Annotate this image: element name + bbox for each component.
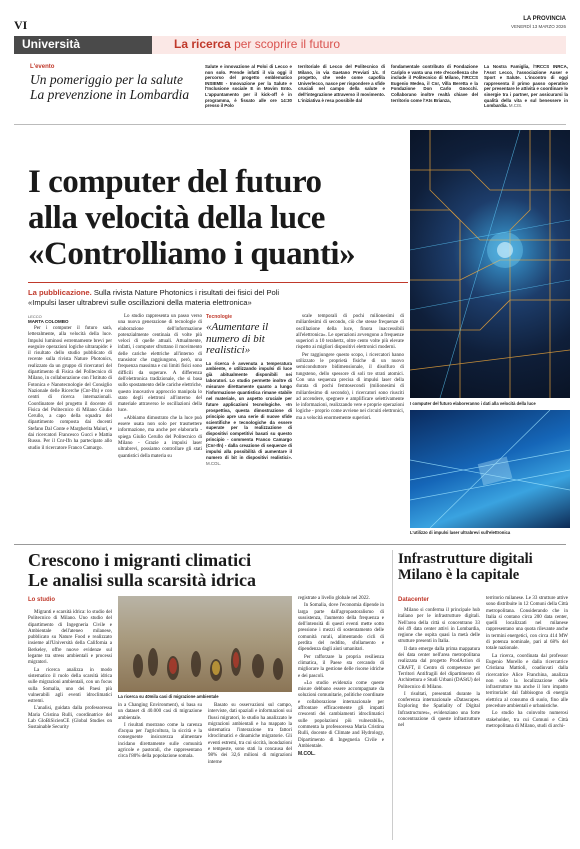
subhead-quote: «Impulsi laser ultrabrevi sulle oscillazioni della materia elettronica» bbox=[28, 298, 252, 307]
laser-chip-graphic bbox=[410, 410, 570, 528]
subhead-rule bbox=[28, 282, 408, 283]
migranti-col-2-para-1: in a Changing Environment), si basa su un dataset di 40.000 casi di migrazione ambientale. bbox=[118, 703, 202, 721]
migranti-col-2-para-2: I risultati mostrano come la carenza d'acqua per l'agricoltura, la siccità e la conseguente insicurezza alimentare incidano direttamente sulle comunità agricole e pastorali, che rappresentano circa l'80% della popolazione somala. bbox=[118, 722, 202, 760]
evento-headline bbox=[30, 72, 200, 102]
infra-col-1-para-2: Il dato emerge dalla prima mappatura dei data center nell'area metropolitana realizzata dal progetto ProdAction di CRAFT, il Centro di competenze per Territori Antifragili del dipartimento di Architettura e Studi Urbani (DAStU) del Politecnico di Milano. bbox=[398, 646, 480, 690]
dateline: LECCO bbox=[28, 314, 42, 319]
issue-date: VENERDÌ 13 MARZO 2026 bbox=[510, 24, 566, 29]
circuit-lines-graphic bbox=[410, 130, 570, 398]
evento-divider bbox=[14, 124, 566, 125]
sidebar-kicker: Tecnologie bbox=[206, 314, 233, 320]
migranti-col-4 bbox=[298, 596, 384, 758]
sidebar-signature: M.COL. bbox=[206, 460, 222, 466]
subhead-label: La pubblicazione. bbox=[28, 288, 92, 297]
sidebar-text bbox=[206, 361, 292, 467]
laser-photo-caption: L'utilizzo di impulsi laser ultrabrevi sull'elettronica bbox=[410, 530, 511, 535]
infra-col-2-para-3: Lo studio ha coinvolto numerosi stakeholder, tra cui Comuni e Città metropolitana di Milano, studi di archi- bbox=[486, 711, 568, 729]
migranti-col-4-para-2: In Somalia, dove l'economia dipende in larga parte dall'agropastoralismo di sussistenza, l'aumento della frequenza e dell'intensità di questi eventi mette sotto pressione i mezzi di sostentamento delle comunità rurali, alimentando cicli di perdita del reddito, sfollamento e dipendenza dagli aiuti umanitari. bbox=[298, 603, 384, 653]
section-band bbox=[14, 36, 566, 54]
migranti-headline bbox=[28, 551, 408, 590]
sidebar-quote: «Aumentare il numero di bit realistici» bbox=[206, 321, 269, 356]
main-col-4 bbox=[296, 314, 404, 423]
migranti-col-1-para-1: Migranti e scarsità idrica: lo studio del Politecnico di Milano. Uno studio del dipartimento di Ingegneria Civile e Ambientale dell'ateneo milanese, pubblicato su Nature Food e realizzato insieme all'Università della California a Berkeley, offre nuove evidenze sul legame tra stress ambientali e processi migratori. bbox=[28, 610, 112, 666]
main-col-2-para-2: «Abbiamo dimostrato che la luce può essere usata non solo per trasmettere informazione, ma anche per elaborarla - spiega Giulio Cerullo del Politecnico di Milano - Grazie a impulsi laser ultrabrevi, possiamo controllare gli stati quantistici della materia su bbox=[118, 415, 202, 459]
migranti-headline-line2: Le analisi sulla scarsità idrica bbox=[28, 569, 257, 590]
main-headline-line1: I computer del futuro bbox=[28, 164, 322, 200]
evento-kicker: L'evento bbox=[30, 64, 55, 70]
sidebar-body: La ricerca è avvenuta a temperatura ambiente, e utilizzando impulsi di luce già abitualmente disponibili nei laboratori. Lo studio permette inoltre di misurare direttamente quanto a lungo l'informazione quantistica rimane stabile nel materiale, un aspetto cruciale per future applicazioni tecnologiche. «In prospettiva, questa dimostrazione di principio apre una serie di nuove sfide scientifiche e tecnologiche da essere superate per la realizzazione di dispositivi competitivi basati su questo principio - commenta Franco Camargo (Cnr-Ifn) - dalla creazione di sequenze di impulsi alla possibilità di aumentare il numero di bit in dispositivi realistici». bbox=[206, 360, 292, 460]
main-col-1-text: Per i computer il futuro sarà, letteralmente, alla velocità della luce. Impulsi luminosi estremamente brevi per eseguire operazioni logiche ultrarapide: è il risultato dello studio pubblicato di recente sulla rivista Nature Photonics, realizzato da un gruppo di ricercatori del dipartimento di Fisica del Politecnico di Milano, in collaborazione con l'Istituto di Fotonica e Nanotecnologie del Consiglio Nazionale delle Ricerche (Cnr-Ifn) e con centri di ricerca internazionali. Coordinatore del progetto il docente di Fisica del Politecnico di Milano Giulio Cerullo, a capo della squadra del dipartimento composta dai docenti Stefano Dal Conte e Margherita Maiuri, e dai ricercatori Francesco Gucci e Mattia Russo. Per il Cnr-Ifn ha partecipato allo studio il ricercatore Franco Camargo. bbox=[28, 326, 112, 451]
section-title-bold: La ricerca bbox=[174, 37, 231, 51]
migrants-crowd-graphic bbox=[118, 596, 292, 692]
migranti-col-4-para-4: «Lo studio evidenzia come queste misure debbano essere accompagnate da soluzioni comunitarie, politiche coordinate e collaborazione internazionale per affrontare efficacemente gli impatti crescenti dei cambiamenti idroclimatici sulle popolazioni più vulnerabili», commenta la professoressa Maria Cristina Rulli, docente di Climate and Hydrology, Dipartimento di Ingegneria Civile e Ambientale. bbox=[298, 680, 384, 749]
evento-headline-line1: Un pomeriggio per la salute bbox=[30, 72, 183, 87]
infra-headline-line1: Infrastrutture digitali bbox=[398, 551, 533, 567]
bottom-section-divider bbox=[14, 544, 566, 545]
main-photo-caption: I computer del futuro elaboreranno i dati alla velocità della luce bbox=[410, 401, 536, 406]
evento-headline-line2: La prevenzione in Lombardia bbox=[30, 87, 190, 102]
migranti-headline-line1: Crescono i migranti climatici bbox=[28, 550, 252, 570]
evento-col-2: territoriale di Lecco del Politecnico di Milano, in via Gaetano Previati 1/c. Il progetto, che vede come capofila Univerlecco, nasce per rispondere a sfide cruciali nel campo della salute e dell'integrazione attraverso il movimento. L'iniziativa è resa possibile dal bbox=[298, 64, 385, 103]
evento-col-3: fondamentale contributo di Fondazione Cariplo e vanta una rete d'eccellenza che include il Politecnico di Milano, l'IRCCS Eugenio Medea, il Cnr, Villa Beretta e la Fondazione Don Carlo Gnocchi. Collaborano inoltre realtà chiave del territorio come l'Ats Brianza, bbox=[391, 64, 478, 103]
migranti-col-1-para-3: L'analisi, guidata dalla professoressa Maria Cristina Rulli, coordinatrice del Lab GloBiSicienCE (Global Studies on Sustainable Security bbox=[28, 706, 112, 731]
migranti-kicker: Lo studio bbox=[28, 597, 55, 603]
section-title bbox=[174, 37, 340, 51]
main-photo-circuit bbox=[410, 130, 570, 398]
evento-signature: M.CIS. bbox=[508, 103, 523, 109]
migranti-photo-caption: La ricerca su 40mila casi di migrazione ambientale bbox=[118, 694, 219, 699]
infra-kicker: Datacenter bbox=[398, 597, 430, 603]
migranti-col-3-para-1: Basato su osservazioni sul campo, interviste, dati spaziali e informazioni sui flussi migratori, lo studio ha analizzato le migrazioni ambientali e ha mappato la sistematica l'interazione tra fattori idroclimatici e dinamiche migratorie. Gli eventi estremi, tra cui siccità, inondazioni e tempeste, sono stati la concausa del 98% dei 32,6 milioni di migrazioni interne bbox=[208, 703, 292, 765]
infra-col-2-para-1: territorio milanese. Le 33 strutture attive sono distribuite in 12 Comuni della Città metropolitana. Considerando che in Italia si contano circa 200 data center, quelli localizzati nel milanese rappresentano una quota rilevante anche in termini energetici, con circa 414 MW di potenza nominale, pari al 68% del totale nazionale. bbox=[486, 596, 568, 652]
subhead-text: Sulla rivista Nature Photonics i risultati dei fisici del Poli bbox=[93, 288, 280, 297]
migranti-col-3 bbox=[208, 703, 292, 767]
sidebar-box bbox=[206, 314, 292, 467]
main-col-4-para-2: Per raggiungere questo scopo, i ricercatori hanno utilizzato le proprietà fisiche di un nuovo semiconduttore bidimensionale, il disolfuro di tungsteno, dello spessore di soli tre strati atomici. Con una sequenza precisa di impulsi laser della durata di pochi femtosecondi (milionesimi di miliardesimo di secondo), i ricercatori sono riusciti ad accendere, spegnere e amplificare selettivamente le informazioni, realizzando vere e proprie operazioni logiche - proprio come avviene nei circuiti elettronici, ma a velocità enormemente superiori. bbox=[296, 352, 405, 421]
main-col-4-para-1: scale temporali di pochi milionesimi di miliardesimi di secondo, ciò che stesse frequenze di oscillazione della luce, finora inaccessibili all'elettronica». Le operazioni avvengono a frequenze superiori a 10 terahertz, oltre cento volte più elevate rispetto ai migliori dispositivi elettronici moderni. bbox=[296, 314, 404, 351]
evento-col-1: Salute e innovazione al Poloi di Lecco e non solo. Prende infatti il via oggi il percorso del progetto emblematico INSIEME - Innovazione per la Salute e l'Inclusione sociale E in Movim Ento. L'appuntamento per il kick-off è in programma, è fissato alle ore 14:30 presso il Polo bbox=[205, 64, 292, 109]
main-col-2 bbox=[118, 314, 202, 461]
section-label: Università bbox=[22, 37, 81, 51]
paper-name: LA PROVINCIA bbox=[523, 16, 566, 22]
subhead bbox=[28, 288, 408, 308]
migranti-col-1-para-2: La ricerca analizza in modo sistematico il ruolo della scarsità idrica sulle migrazioni ambientali, con un focus sulla Somalia, uno dei Paesi più vulnerabili agli eventi idroclimatici estremi. bbox=[28, 667, 112, 705]
migranti-photo bbox=[118, 596, 292, 692]
evento-col-4-text: La Nostra Famiglia, l'IRCCS INRCA, l'Asst Lecco, l'associazione Auser e Sport e Salute. L'incontro di oggi rappresenta il primo passo operativo per presentare le attività e coordinare le sinergie tra i partner, per assicurarsi la qualità della vita e sul benessere in Lombardia. bbox=[484, 64, 568, 109]
migranti-col-1 bbox=[28, 610, 112, 733]
main-headline-line3: «Controlliamo i quanti» bbox=[28, 236, 356, 272]
migranti-col-2 bbox=[118, 703, 202, 762]
evento-col-4 bbox=[484, 64, 568, 109]
page-number: VI bbox=[14, 18, 28, 32]
migranti-col-4-para-1: registrate a livello globale nel 2022. bbox=[298, 596, 370, 601]
section-title-light: per scoprire il futuro bbox=[234, 37, 341, 51]
main-headline bbox=[28, 164, 408, 272]
infra-col-1-para-3: I risultati, presentati durante la conferenza internazionale «Datascapes. Exploring the Spatiality of Digital Infrastructures», evidenziano una forte concentrazione di queste infrastrutture nel bbox=[398, 691, 480, 729]
infra-headline bbox=[398, 551, 570, 583]
migranti-col-4-para-3: Per rafforzare la propria resilienza climatica, il Paese sta cercando di migliorare la gestione delle risorse idriche e dei pascoli. bbox=[298, 654, 384, 679]
main-col-2-para-1: Lo studio rappresenta un passo verso una nuova generazione di tecnologie di elaborazione dell'informazione potenzialmente centinaia di volte più veloci di quelle attuali. Attualmente, infatti, i computer sfruttano il movimento delle cariche elettriche all'interno di transistor che raggiungono, però, una frequenza massima e cui limiti fisici sono difficili da superare. A differenza dell'elettronica tradizionale, che si basa sullo spostamento delle cariche elettriche, questo innovativo approccio manipola lo stato degli elettroni all'interno del materiale attraverso le oscillazioni della luce. bbox=[118, 314, 202, 414]
infra-col-1-para-1: Milano si conferma il principale hub italiano per le infrastrutture digitali. Nell'area della città si concentrano 33 dei 49 data center attivi in Lombardia, regione che ospita quasi la metà delle strutture presenti in Italia. bbox=[398, 608, 480, 645]
main-col-1 bbox=[28, 326, 112, 453]
infra-headline-line2: Milano è la capitale bbox=[398, 567, 520, 583]
infra-col-1 bbox=[398, 608, 480, 731]
migranti-signature: M.COL. bbox=[298, 751, 316, 758]
laser-photo bbox=[410, 410, 570, 528]
column-divider bbox=[392, 550, 393, 840]
author-byline: MARTA COLOMBO bbox=[28, 319, 69, 324]
infra-col-2 bbox=[486, 596, 568, 731]
infra-col-2-para-2: La ricerca, coordinata dal professor Eugenio Morello e dalla ricercatrice Cristiana Mattioli, coadiuvati dalla ricercatrice Alice Franchina, analizza non solo la localizzazione delle infrastrutture ma anche il loro impatto territoriale: dal fabbisogno di energia elettrica al consumo di suolo, fino alle precedure ambientali e urbanistiche. bbox=[486, 653, 568, 710]
main-headline-line2: alla velocità della luce bbox=[28, 200, 325, 236]
